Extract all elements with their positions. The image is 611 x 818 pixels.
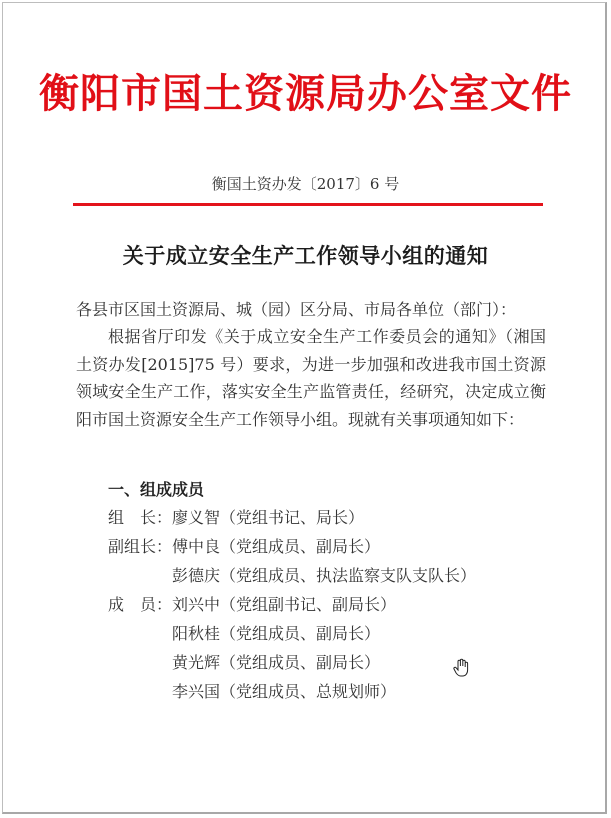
role-label-member: 成 员： <box>108 595 173 614</box>
member-name: 阳秋桂（党组成员、副局长） <box>172 624 381 643</box>
member-row <box>108 505 364 528</box>
notice-body-paragraph: 根据省厅印发《关于成立安全生产工作委员会的通知》（湘国土资办发[2015]75 号）要求，为进一步加强和改进我市国土资源领域安全生产工作，落实安全生产监管责任，经研究，决定成立衡阳市国土资源安全生产工作领导小组。现就有关事项通知如下： <box>76 327 546 429</box>
document-header-title: 衡阳市国土资源局办公室文件 <box>39 70 572 117</box>
member-name: 傅中良（党组成员、副局长） <box>172 537 381 556</box>
member-name: 李兴国（党组成员、总规划师） <box>172 682 397 701</box>
notice-title: 关于成立安全生产工作领导小组的通知 <box>122 243 489 268</box>
addressee-line: 各县市区国土资源局、城（园）区分局、市局各单位（部门）： <box>76 300 517 319</box>
member-name: 廖义智（党组书记、局长） <box>172 508 365 527</box>
document-number: 衡国土资办发〔2017〕6 号 <box>211 175 400 193</box>
section-heading-members: 一、组成成员 <box>108 480 205 499</box>
member-row <box>172 621 380 644</box>
role-label-leader: 组 长： <box>108 508 173 527</box>
header-red-rule <box>73 203 543 206</box>
member-name: 彭德庆（党组成员、执法监察支队支队长） <box>172 566 477 585</box>
member-row <box>108 534 380 557</box>
member-row <box>172 563 476 586</box>
member-row <box>108 592 396 615</box>
member-name: 刘兴中（党组副书记、副局长） <box>172 595 397 614</box>
role-label-deputy: 副组长： <box>108 537 173 556</box>
member-name: 黄光辉（党组成员、副局长） <box>172 653 381 672</box>
hand-pointer-icon <box>452 658 470 678</box>
member-row <box>172 650 380 673</box>
member-row <box>172 679 396 702</box>
